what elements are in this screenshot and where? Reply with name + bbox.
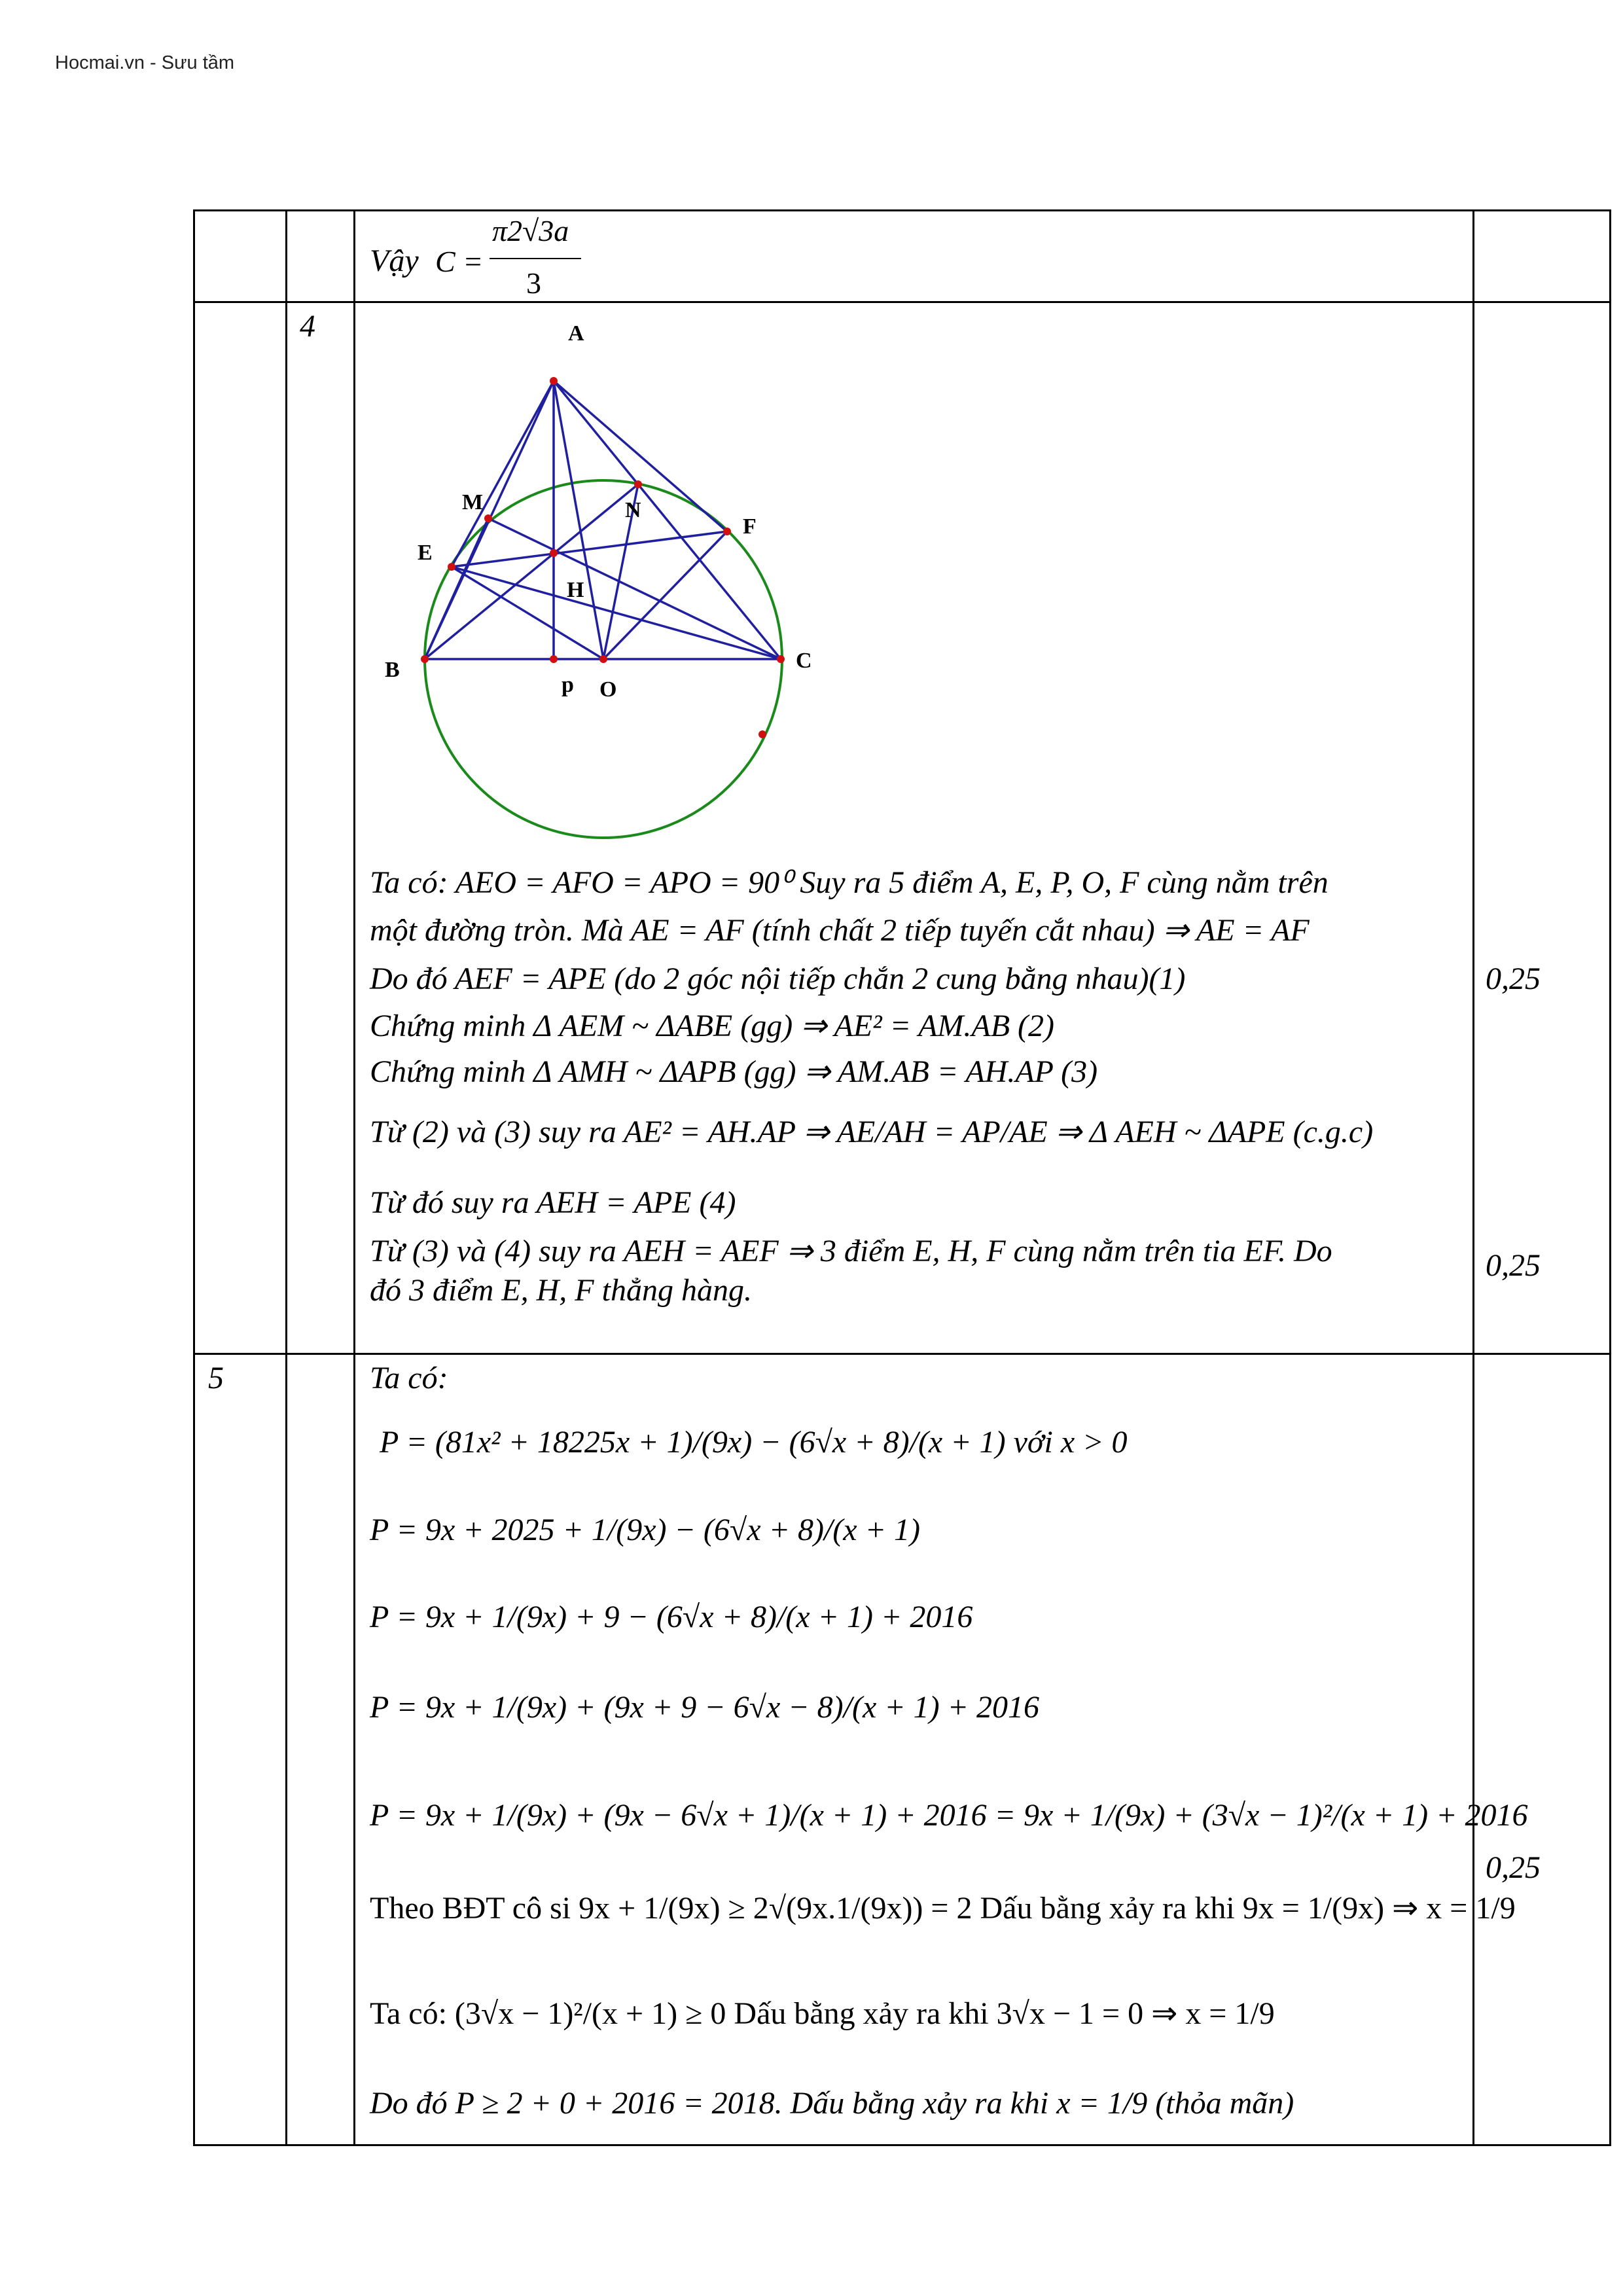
figure-points (421, 377, 785, 738)
proof-line-4: Chứng minh Δ AEM ~ ΔABE (gg) ⇒ AE² = AM.AB (2) (370, 1009, 1055, 1043)
point-label-f: F (743, 514, 757, 539)
question-number-5: 5 (208, 1361, 224, 1395)
table-divider-row2 (193, 1353, 1611, 1355)
table-col-2 (285, 209, 287, 2146)
conclusion-numerator: π2√3a (492, 214, 569, 247)
point-label-n: N (625, 498, 641, 522)
point-label-h: H (567, 578, 584, 602)
q5-eq4: P = 9x + 1/(9x) + (9x + 9 − 6√x − 8)/(x + 1) + 2016 (370, 1690, 1040, 1725)
table-col-4 (1472, 209, 1474, 2146)
table-border-top (193, 209, 1611, 211)
table-divider-row1 (193, 301, 1611, 303)
conclusion-lhs: C = (435, 245, 484, 278)
conclusion-denominator: 3 (526, 266, 541, 300)
proof-line-8: Từ (3) và (4) suy ra AEH = AEF ⇒ 3 điểm E, H, F cùng nằm trên tia EF. Do (370, 1234, 1332, 1268)
figure-lines (425, 381, 781, 659)
proof-line-6: Từ (2) và (3) suy ra AE² = AH.AP ⇒ AE/AH = AP/AE ⇒ Δ AEH ~ ΔAPE (c.g.c) (370, 1115, 1374, 1149)
proof-line-1: Ta có: AEO = AFO = APO = 90⁰ Suy ra 5 điểm A, E, P, O, F cùng nằm trên (370, 865, 1329, 900)
q5-eq2: P = 9x + 2025 + 1/(9x) − (6√x + 8)/(x + 1) (370, 1513, 920, 1547)
point-label-p: p (562, 673, 574, 697)
score-q4-1: 0,25 (1486, 961, 1541, 996)
score-q4-2: 0,25 (1486, 1248, 1541, 1283)
table-col-3 (353, 209, 355, 2146)
q5-bdt-line: Theo BĐT cô si 9x + 1/(9x) ≥ 2√(9x.1/(9x)) = 2 Dấu bằng xảy ra khi 9x = 1/(9x) ⇒ x = 1/9 (370, 1891, 1516, 1926)
q5-intro: Ta có: (370, 1361, 448, 1395)
fraction-bar (490, 258, 581, 259)
point-label-m: M (462, 490, 484, 514)
proof-line-9: đó 3 điểm E, H, F thẳng hàng. (370, 1273, 752, 1308)
point-label-a: A (568, 321, 584, 346)
point-label-e: E (418, 541, 433, 565)
proof-line-2: một đường tròn. Mà AE = AF (tính chất 2 tiếp tuyến cắt nhau) ⇒ AE = AF (370, 913, 1310, 948)
score-q5: 0,25 (1486, 1850, 1541, 1885)
q5-taco-line: Ta có: (3√x − 1)²/(x + 1) ≥ 0 Dấu bằng xảy ra khi 3√x − 1 = 0 ⇒ x = 1/9 (370, 1996, 1275, 2031)
point-label-c: C (796, 649, 812, 673)
q5-eq3: P = 9x + 1/(9x) + 9 − (6√x + 8)/(x + 1) + 2016 (370, 1600, 973, 1634)
proof-line-5: Chứng minh Δ AMH ~ ΔAPB (gg) ⇒ AM.AB = AH.AP (3) (370, 1054, 1098, 1089)
question-number-4: 4 (300, 309, 315, 344)
q5-eq5: P = 9x + 1/(9x) + (9x − 6√x + 1)/(x + 1) + 2016 = 9x + 1/(9x) + (3√x − 1)²/(x + 1) + 2016 (370, 1798, 1528, 1833)
table-col-5 (1609, 209, 1611, 2146)
source-header: Hocmai.vn - Sưu tầm (55, 52, 235, 73)
proof-line-7: Từ đó suy ra AEH = APE (4) (370, 1185, 736, 1220)
conclusion-label: Vậy (370, 243, 419, 278)
proof-line-3: Do đó AEF = APE (do 2 góc nội tiếp chắn 2 cung bằng nhau)(1) (370, 961, 1186, 996)
point-label-b: B (385, 658, 400, 682)
q5-final-line: Do đó P ≥ 2 + 0 + 2016 = 2018. Dấu bằng xảy ra khi x = 1/9 (thỏa mãn) (370, 2086, 1294, 2121)
point-label-o: O (599, 677, 617, 702)
circle (425, 480, 782, 838)
table-border-bottom (193, 2144, 1611, 2146)
q5-eq1: P = (81x² + 18225x + 1)/(9x) − (6√x + 8)/(x + 1) với x > 0 (380, 1425, 1128, 1460)
table-col-1 (193, 209, 195, 2146)
